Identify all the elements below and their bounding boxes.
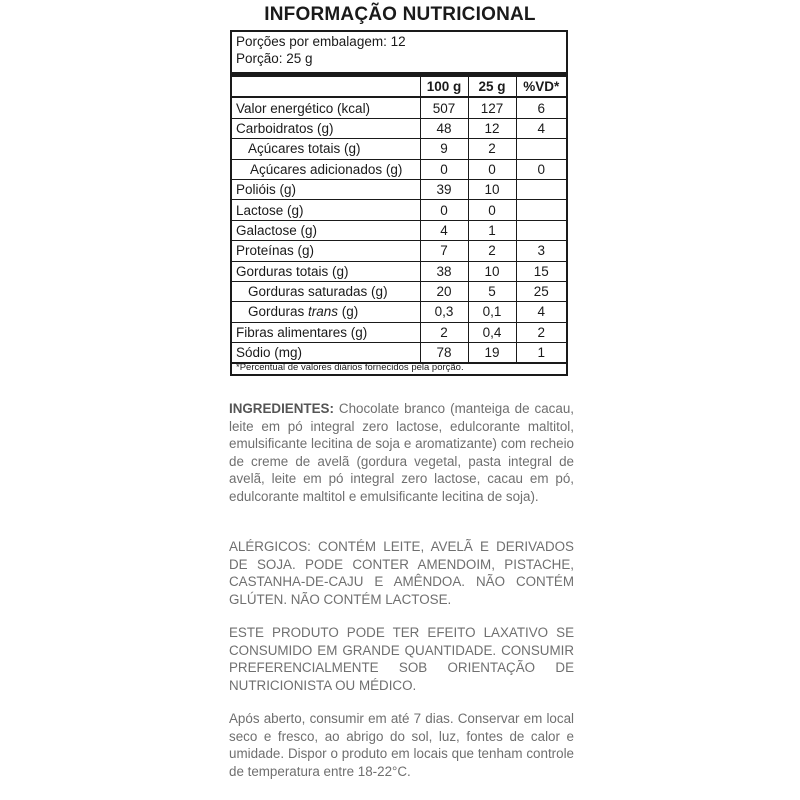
value-vd: 4: [516, 302, 566, 322]
laxative-warning: ESTE PRODUTO PODE TER EFEITO LAXATIVO SE CONSUMIDO EM GRANDE QUANTIDADE. CONSUMIR PREFERENCIALMENTE SOB ORIENTAÇÃO DE NUTRICIONISTA OU MÉDICO.: [229, 625, 574, 693]
value-25g: 19: [468, 343, 516, 364]
ingredients-text: [229, 400, 574, 506]
table-row: [232, 302, 566, 322]
nutrient-name: [232, 302, 420, 322]
column-header-vd: %VD*: [516, 77, 566, 97]
value-vd: [516, 179, 566, 199]
value-25g: 12: [468, 118, 516, 138]
value-25g: 127: [468, 97, 516, 118]
nutrient-name: Gorduras saturadas (g): [232, 281, 420, 301]
value-vd: 4: [516, 118, 566, 138]
nutrient-name-suffix: (g): [338, 304, 359, 320]
value-25g: 2: [468, 241, 516, 261]
value-100g: 38: [420, 261, 468, 281]
table-row: [232, 220, 566, 240]
value-vd: 3: [516, 241, 566, 261]
nutrient-name: Gorduras totais (g): [232, 261, 420, 281]
value-vd: [516, 139, 566, 159]
value-vd: 6: [516, 97, 566, 118]
nutrient-name: Polióis (g): [232, 179, 420, 199]
value-100g: 507: [420, 97, 468, 118]
value-100g: 78: [420, 343, 468, 364]
value-100g: 0,3: [420, 302, 468, 322]
nutrition-title: INFORMAÇÃO NUTRICIONAL: [264, 4, 536, 25]
footnote: *Percentual de valores diários fornecidos pela porção.: [236, 362, 464, 373]
table-header-row: [232, 77, 566, 97]
value-25g: 2: [468, 139, 516, 159]
nutrient-name: Galactose (g): [232, 220, 420, 240]
nutrient-name: Açúcares totais (g): [232, 139, 420, 159]
value-25g: 0,1: [468, 302, 516, 322]
nutrient-name: Proteínas (g): [232, 241, 420, 261]
table-row: [232, 322, 566, 342]
value-25g: 10: [468, 261, 516, 281]
table-row: [232, 241, 566, 261]
table-row: [232, 200, 566, 220]
value-100g: 2: [420, 322, 468, 342]
value-25g: 1: [468, 220, 516, 240]
value-25g: 10: [468, 179, 516, 199]
value-vd: [516, 220, 566, 240]
value-100g: 9: [420, 139, 468, 159]
nutrient-name-prefix: Gorduras: [248, 304, 309, 320]
nutrient-name: Fibras alimentares (g): [232, 322, 420, 342]
value-vd: 0: [516, 159, 566, 179]
storage-instructions: Após aberto, consumir em até 7 dias. Conservar em local seco e fresco, ao abrigo do sol, luz, fontes de calor e umidade. Dispor o produto em locais que tenham controle de temperatura entre 18-22°C.: [229, 711, 574, 779]
value-100g: 7: [420, 241, 468, 261]
table-row: [232, 281, 566, 301]
table-row: [232, 159, 566, 179]
allergens-text: ALÉRGICOS: CONTÉM LEITE, AVELÃ E DERIVADOS DE SOJA. PODE CONTER AMENDOIM, PISTACHE, CASTANHA-DE-CAJU E AMÊNDOA. NÃO CONTÉM GLÚTEN. NÃO CONTÉM LACTOSE.: [229, 539, 574, 607]
value-100g: 4: [420, 220, 468, 240]
nutrient-name: Sódio (mg): [232, 343, 420, 364]
servings-per-package: Porções por embalagem: 12: [236, 34, 406, 49]
value-vd: 1: [516, 343, 566, 364]
ingredients-label: INGREDIENTES:: [229, 401, 334, 416]
table-row: [232, 261, 566, 281]
nutrient-name: Carboidratos (g): [232, 118, 420, 138]
value-vd: 2: [516, 322, 566, 342]
nutrient-name-italic: trans: [308, 304, 339, 320]
value-25g: 0,4: [468, 322, 516, 342]
value-100g: 48: [420, 118, 468, 138]
table-row: [232, 97, 566, 118]
table-row: [232, 179, 566, 199]
value-100g: 20: [420, 281, 468, 301]
value-vd: [516, 200, 566, 220]
nutrition-facts-table: [230, 30, 568, 376]
value-100g: 0: [420, 159, 468, 179]
value-100g: 0: [420, 200, 468, 220]
table-row: [232, 343, 566, 364]
nutrient-name: Lactose (g): [232, 200, 420, 220]
column-header-25g: 25 g: [468, 77, 516, 97]
nutrient-name: Açúcares adicionados (g): [232, 159, 420, 179]
value-25g: 5: [468, 281, 516, 301]
table-row: [232, 118, 566, 138]
value-vd: 25: [516, 281, 566, 301]
table-row: [232, 139, 566, 159]
value-25g: 0: [468, 159, 516, 179]
value-vd: 15: [516, 261, 566, 281]
serving-size: Porção: 25 g: [236, 51, 313, 66]
column-header-nutrient: [232, 77, 420, 97]
value-25g: 0: [468, 200, 516, 220]
nutrient-name: Valor energético (kcal): [232, 97, 420, 118]
nutrient-table: [232, 77, 566, 364]
column-header-100g: 100 g: [420, 77, 468, 97]
value-100g: 39: [420, 179, 468, 199]
ingredients-list: Chocolate branco (manteiga de cacau, leite em pó integral zero lactose, edulcorante maltitol, emulsificante lecitina de soja e aromatizante) com recheio de creme de avelã (gordura vegetal, pasta integral de avelã, leite em pó integral zero lactose, cacau em pó, edulcorante maltitol e emulsificante lecitina de soja).: [229, 401, 574, 504]
